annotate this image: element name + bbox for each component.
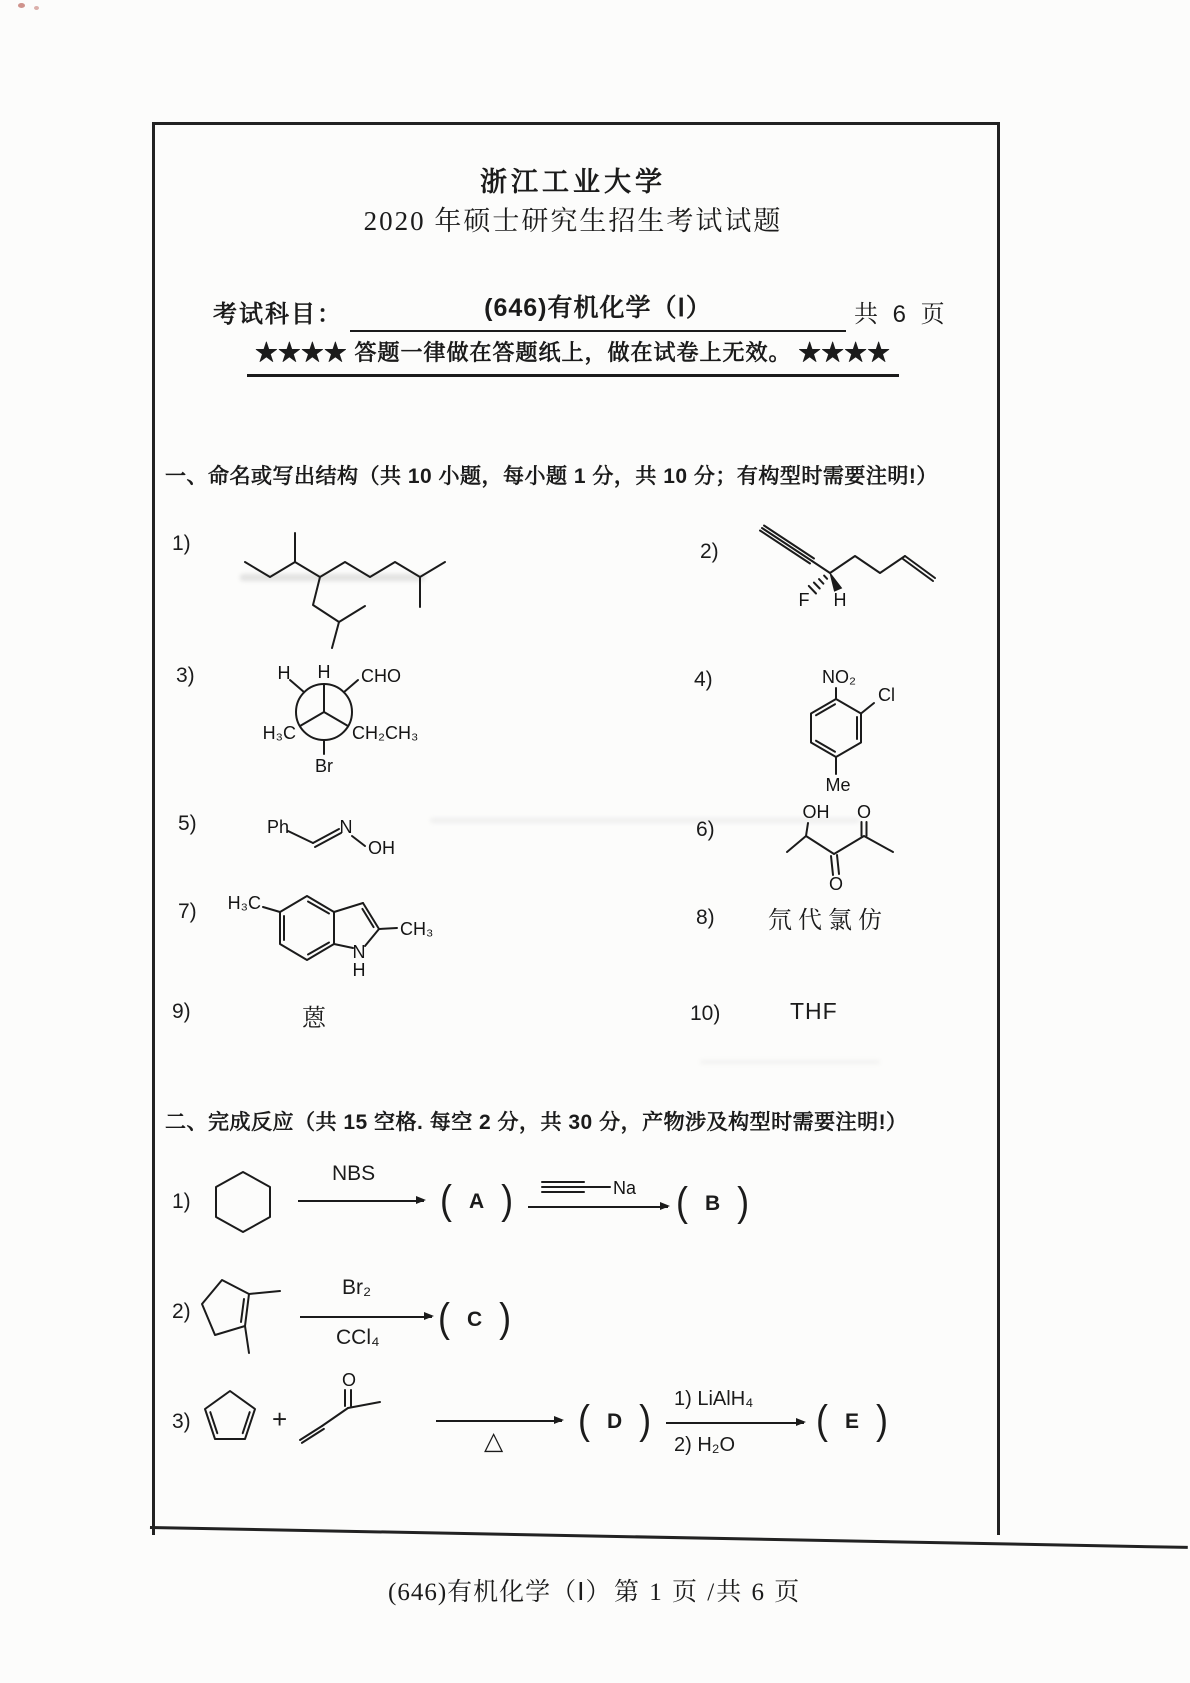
exam-title: 2020 年硕士研究生招生考试试题 bbox=[363, 206, 783, 236]
blank-letter-c: C bbox=[467, 1308, 483, 1331]
footer-page-number: 第 1 页 /共 6 页 bbox=[614, 1579, 802, 1606]
r1-blank-b bbox=[676, 1180, 749, 1224]
stars-right: ★★★★ bbox=[798, 340, 891, 365]
r2-number: 2) bbox=[172, 1300, 191, 1323]
blank-letter-e: E bbox=[845, 1410, 860, 1433]
label-br: Br bbox=[315, 756, 333, 776]
r2-blank-c bbox=[438, 1296, 511, 1340]
label-cho: CHO bbox=[361, 666, 401, 686]
r1-number: 1) bbox=[172, 1190, 191, 1213]
q8-number: 8) bbox=[696, 906, 715, 929]
paren-open: ( bbox=[676, 1178, 688, 1225]
q1-number: 1) bbox=[172, 532, 191, 555]
label-me: Me bbox=[825, 775, 851, 795]
r3-condition-1: 1) LiAlH₄ bbox=[674, 1388, 754, 1410]
r3-methyl-vinyl-ketone bbox=[292, 1372, 392, 1454]
section1-heading: 一、命名或写出结构（共 10 小题，每小题 1 分，共 10 分；有构型时需要注明!） bbox=[165, 465, 938, 488]
q6-number: 6) bbox=[696, 818, 715, 841]
structure-6-hydroxy-dione bbox=[780, 795, 905, 895]
pages-count: 共 6 页 bbox=[854, 301, 949, 328]
paren-close: ) bbox=[639, 1396, 652, 1443]
r3-heat-delta: △ bbox=[484, 1427, 504, 1455]
paren-close: ) bbox=[499, 1294, 512, 1341]
r1-blank-a bbox=[440, 1178, 513, 1222]
label-n: N bbox=[339, 817, 353, 837]
q10-number: 10) bbox=[690, 1002, 721, 1025]
scan-speck bbox=[18, 3, 25, 8]
label-oh: OH bbox=[802, 802, 830, 822]
label-h3c: H₃C bbox=[227, 893, 261, 913]
label-ph: Ph bbox=[266, 817, 290, 837]
paren-open: ( bbox=[578, 1396, 590, 1443]
label-f: F bbox=[798, 590, 810, 610]
r1-sodium-acetylide bbox=[538, 1174, 658, 1200]
structure-1-alkane-skeleton bbox=[235, 525, 455, 655]
q3-number: 3) bbox=[176, 664, 195, 687]
blank-letter-d: D bbox=[607, 1410, 623, 1433]
structure-5-oxime bbox=[255, 805, 405, 865]
label-h-front-top: H bbox=[317, 662, 331, 682]
r1-arrow-1 bbox=[298, 1200, 424, 1202]
stars-left: ★★★★ bbox=[255, 340, 348, 365]
notice-text: 答题一律做在答题纸上，做在试卷上无效。 bbox=[354, 340, 792, 365]
paren-close: ) bbox=[737, 1178, 750, 1225]
label-h: H bbox=[833, 590, 847, 610]
r2-dimethylcyclopentene-ring bbox=[195, 1272, 290, 1360]
q7-number: 7) bbox=[178, 900, 197, 923]
label-o-top: O bbox=[856, 802, 872, 822]
r3-arrow-2 bbox=[666, 1422, 804, 1424]
q2-number: 2) bbox=[700, 540, 719, 563]
r1-reagent-nbs: NBS bbox=[332, 1162, 376, 1185]
subject-value-underlined: (646)有机化学（Ⅰ） bbox=[350, 288, 846, 332]
blank-letter-a: A bbox=[469, 1190, 485, 1213]
label-ch3: CH₃ bbox=[400, 919, 434, 939]
label-o-bottom: O bbox=[828, 874, 844, 894]
label-o: O bbox=[341, 1370, 357, 1390]
label-oh: OH bbox=[368, 838, 395, 858]
r3-number: 3) bbox=[172, 1410, 191, 1433]
r2-arrow bbox=[300, 1316, 432, 1318]
q4-number: 4) bbox=[694, 668, 713, 691]
structure-7-dimethylindole bbox=[222, 882, 447, 987]
blank-letter-b: B bbox=[705, 1192, 721, 1215]
label-na: Na bbox=[613, 1178, 637, 1198]
q9-number: 9) bbox=[172, 1000, 191, 1023]
bold-wedge bbox=[830, 573, 842, 591]
r3-condition-2: 2) H₂O bbox=[674, 1434, 736, 1456]
q5-number: 5) bbox=[178, 812, 197, 835]
label-no2: NO₂ bbox=[822, 667, 856, 687]
paren-open: ( bbox=[440, 1176, 452, 1223]
r1-arrow-2 bbox=[528, 1206, 668, 1208]
r3-plus-sign: + bbox=[272, 1404, 288, 1434]
label-h-back: H bbox=[277, 663, 291, 683]
paren-open: ( bbox=[438, 1294, 450, 1341]
r1-cyclohexane-ring bbox=[210, 1164, 280, 1240]
r3-blank-d bbox=[578, 1398, 651, 1442]
section2-heading: 二、完成反应（共 15 空格. 每空 2 分，共 30 分，产物涉及构型时需要注明!） bbox=[165, 1111, 908, 1134]
notice-row bbox=[152, 336, 994, 377]
scan-speck bbox=[34, 6, 39, 10]
subject-label: 考试科目： bbox=[213, 301, 343, 328]
paren-close: ) bbox=[501, 1176, 514, 1223]
structure-3-newman-projection bbox=[240, 655, 445, 785]
q9-compound-name: 蒽 bbox=[302, 1005, 332, 1032]
hash-wedge bbox=[824, 576, 827, 579]
r3-blank-e bbox=[816, 1398, 888, 1442]
structure-2-fluoro-enyne bbox=[750, 500, 965, 610]
r3-cyclopentadiene-ring bbox=[198, 1385, 262, 1447]
university-title: 浙江工业大学 bbox=[480, 167, 666, 197]
paren-close: ) bbox=[876, 1396, 889, 1443]
r3-arrow-1 bbox=[436, 1420, 562, 1422]
label-h3c: H₃C bbox=[262, 723, 296, 743]
q10-compound-name: THF bbox=[790, 998, 838, 1024]
structure-4-nitro-chloro-toluene bbox=[770, 650, 910, 800]
paren-open: ( bbox=[816, 1396, 828, 1443]
footer-subject: (646)有机化学（Ⅰ） bbox=[388, 1579, 612, 1606]
label-nh: H bbox=[352, 960, 366, 980]
q8-compound-name: 氘代氯仿 bbox=[768, 907, 888, 934]
r2-solvent-ccl4: CCl₄ bbox=[336, 1326, 380, 1349]
label-ethyl: CH₂CH₃ bbox=[352, 723, 419, 743]
label-cl: Cl bbox=[878, 685, 895, 705]
label-n: N bbox=[352, 942, 366, 962]
r2-reagent-br2: Br₂ bbox=[342, 1276, 372, 1299]
